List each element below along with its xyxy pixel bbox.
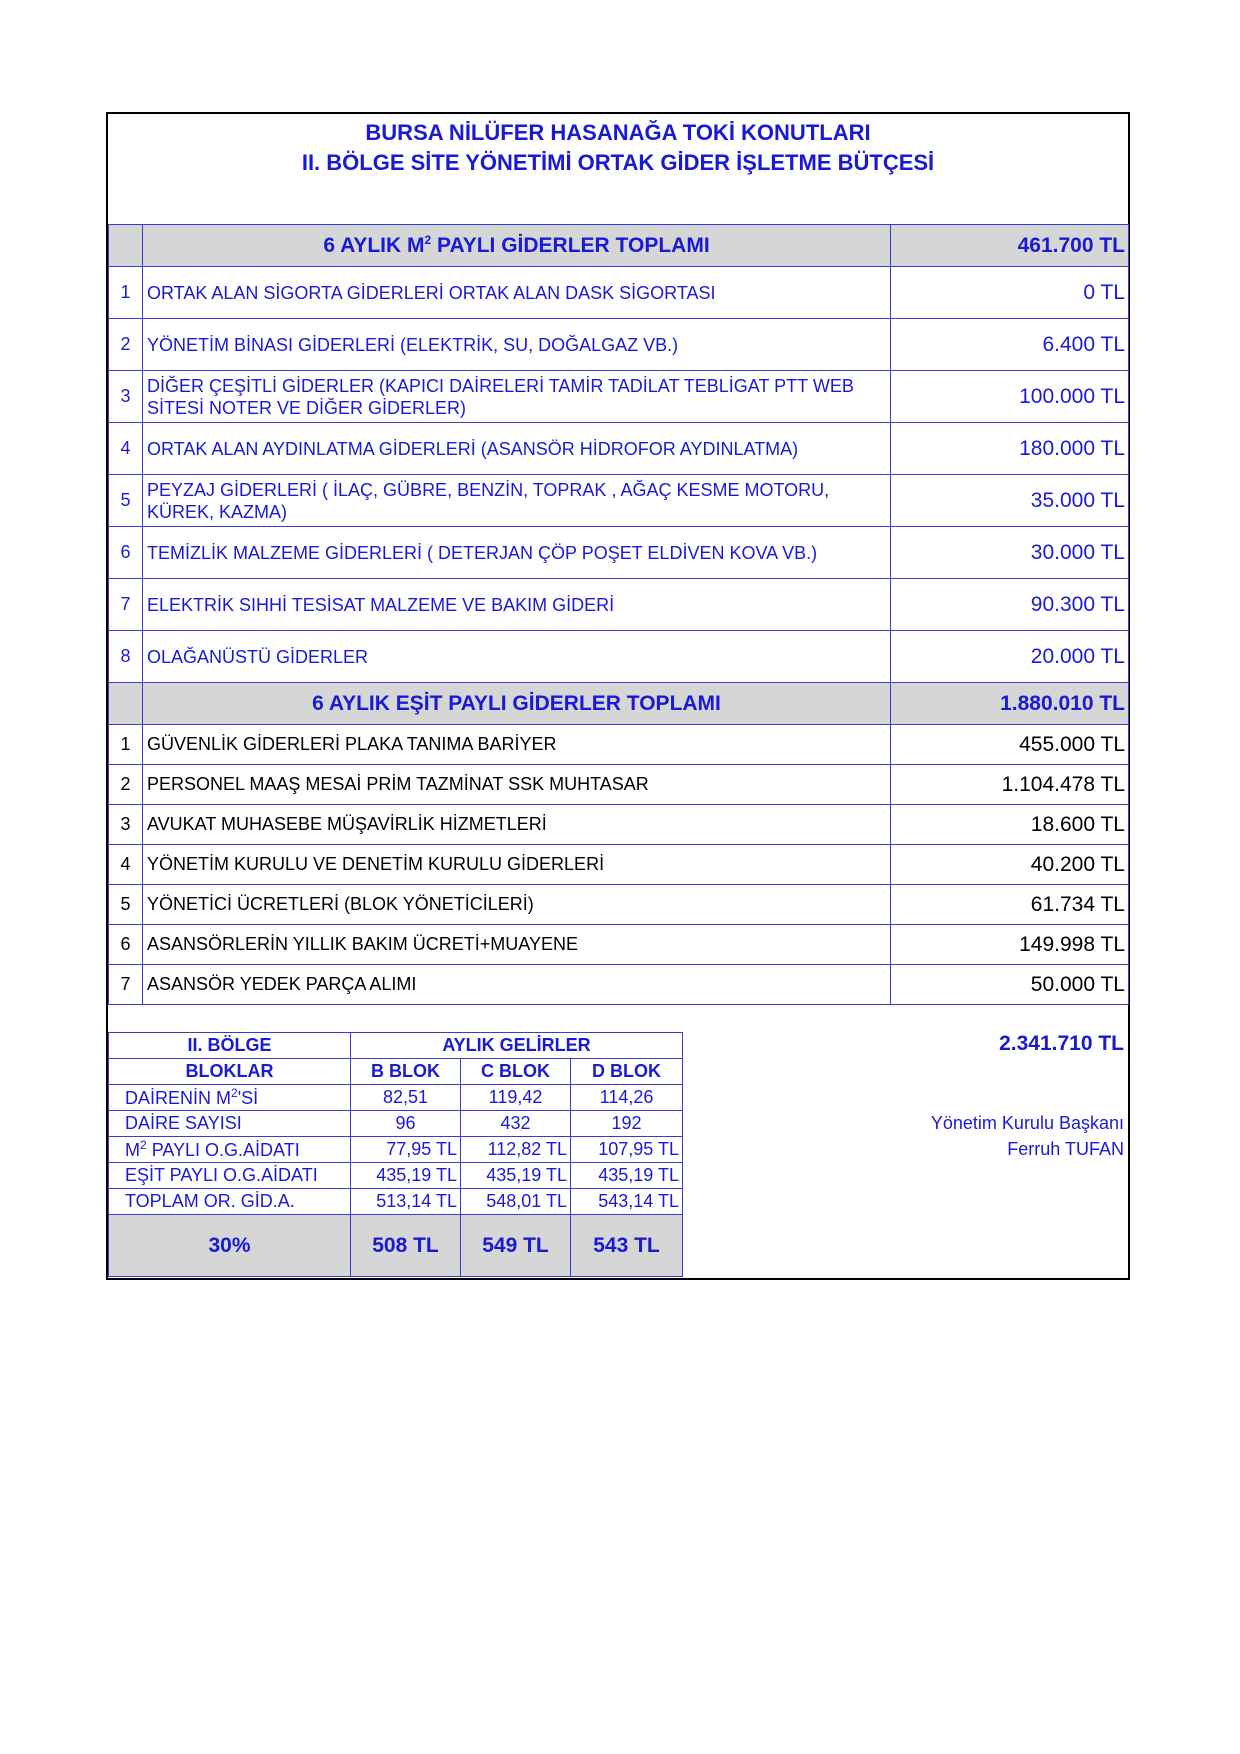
row-description: DİĞER ÇEŞİTLİ GİDERLER (KAPICI DAİRELERİ TAMİR TADİLAT TEBLİGAT PTT WEB SİTESİ NOTER VE DİĞER GİDERLER) xyxy=(143,371,891,423)
table-row xyxy=(109,885,1129,925)
table-cell: 543,14 TL xyxy=(571,1189,683,1215)
document-subtitle: II. BÖLGE SİTE YÖNETİMİ ORTAK GİDER İŞLETME BÜTÇESİ xyxy=(301,150,935,175)
m2-section-total: 461.700 TL xyxy=(891,225,1129,267)
row-amount: 30.000 TL xyxy=(891,527,1129,579)
document-title: BURSA NİLÜFER HASANAĞA TOKİ KONUTLARI xyxy=(365,120,871,145)
table-row xyxy=(109,423,1129,475)
table-row xyxy=(109,805,1129,845)
rounded-fee-cell: 549 TL xyxy=(461,1215,571,1277)
rounded-fee-cell: 508 TL xyxy=(351,1215,461,1277)
row-description: TEMİZLİK MALZEME GİDERLERİ ( DETERJAN ÇÖP POŞET ELDİVEN KOVA VB.) xyxy=(143,527,891,579)
table-cell: 435,19 TL xyxy=(571,1163,683,1189)
row-label-equal-fee: EŞİT PAYLI O.G.AİDATI xyxy=(109,1163,351,1189)
monthly-income-header: AYLIK GELİRLER xyxy=(351,1033,683,1059)
table-row xyxy=(109,725,1129,765)
table-row xyxy=(109,267,1129,319)
table-row xyxy=(109,475,1129,527)
row-description: YÖNETİM BİNASI GİDERLERİ (ELEKTRİK, SU, DOĞALGAZ VB.) xyxy=(143,319,891,371)
row-description: YÖNETİM KURULU VE DENETİM KURULU GİDERLERİ xyxy=(143,845,891,885)
row-amount: 6.400 TL xyxy=(891,319,1129,371)
row-amount: 180.000 TL xyxy=(891,423,1129,475)
row-number: 2 xyxy=(109,319,143,371)
table-row xyxy=(109,925,1129,965)
table-cell: 119,42 xyxy=(461,1085,571,1111)
row-number: 5 xyxy=(109,885,143,925)
row-amount: 40.200 TL xyxy=(891,845,1129,885)
row-number: 1 xyxy=(109,267,143,319)
signature-title: Yönetim Kurulu Başkanı xyxy=(930,1113,1124,1133)
row-description: GÜVENLİK GİDERLERİ PLAKA TANIMA BARİYER xyxy=(143,725,891,765)
row-description: ASANSÖRLERİN YILLIK BAKIM ÜCRETİ+MUAYENE xyxy=(143,925,891,965)
row-label-m2: DAİRENİN $M^2'Sİ$ xyxy=(109,1085,351,1111)
table-cell: 435,19 TL xyxy=(351,1163,461,1189)
row-description: ORTAK ALAN AYDINLATMA GİDERLERİ (ASANSÖR HİDROFOR AYDINLATMA) xyxy=(143,423,891,475)
row-number: 3 xyxy=(109,805,143,845)
row-number: 2 xyxy=(109,765,143,805)
row-number: 4 xyxy=(109,845,143,885)
row-amount: 18.600 TL xyxy=(891,805,1129,845)
row-amount: 61.734 TL xyxy=(891,885,1129,925)
table-cell: 77,95 TL xyxy=(351,1137,461,1163)
row-description: ELEKTRİK SIHHİ TESİSAT MALZEME VE BAKIM GİDERİ xyxy=(143,579,891,631)
blocks-label: BLOKLAR xyxy=(109,1059,351,1085)
row-number: 3 xyxy=(109,371,143,423)
table-cell: 112,82 TL xyxy=(461,1137,571,1163)
table-row xyxy=(109,631,1129,683)
table-row xyxy=(109,579,1129,631)
row-amount: 50.000 TL xyxy=(891,965,1129,1005)
signature-name: Ferruh TUFAN xyxy=(1007,1139,1124,1159)
row-description: AVUKAT MUHASEBE MÜŞAVİRLİK HİZMETLERİ xyxy=(143,805,891,845)
row-description: ORTAK ALAN SİGORTA GİDERLERİ ORTAK ALAN DASK SİGORTASI xyxy=(143,267,891,319)
row-number: 4 xyxy=(109,423,143,475)
row-amount: 1.104.478 TL xyxy=(891,765,1129,805)
row-description: PERSONEL MAAŞ MESAİ PRİM TAZMİNAT SSK MUHTASAR xyxy=(143,765,891,805)
rounded-fee-cell: 543 TL xyxy=(571,1215,683,1277)
table-cell: 192 xyxy=(571,1111,683,1137)
equal-section-title: 6 AYLIK EŞİT PAYLI GİDERLER TOPLAMI xyxy=(143,683,891,725)
equal-section-total: 1.880.010 TL xyxy=(891,683,1129,725)
m2-section-title: 6 AYLIK $M^2$ PAYLI GİDERLER TOPLAMI xyxy=(143,225,891,267)
row-label-total: TOPLAM OR. GİD.A. xyxy=(109,1189,351,1215)
table-row xyxy=(109,765,1129,805)
row-number: 6 xyxy=(109,925,143,965)
table-cell: 82,51 xyxy=(351,1085,461,1111)
table-row xyxy=(109,527,1129,579)
table-cell: 548,01 TL xyxy=(461,1189,571,1215)
table-cell: 432 xyxy=(461,1111,571,1137)
row-label-m2-fee: $M^2$ PAYLI O.G.AİDATI xyxy=(109,1137,351,1163)
row-amount: 0 TL xyxy=(891,267,1129,319)
percent-cell: 30% xyxy=(109,1215,351,1277)
budget-table xyxy=(108,224,1129,1005)
signature-block xyxy=(931,1110,1124,1162)
block-header: D BLOK xyxy=(571,1059,683,1085)
row-description: ASANSÖR YEDEK PARÇA ALIMI xyxy=(143,965,891,1005)
row-amount: 20.000 TL xyxy=(891,631,1129,683)
budget-sheet xyxy=(106,112,1130,1280)
row-number: 7 xyxy=(109,579,143,631)
row-description: YÖNETİCİ ÜCRETLERİ (BLOK YÖNETİCİLERİ) xyxy=(143,885,891,925)
row-amount: 149.998 TL xyxy=(891,925,1129,965)
grand-total: 2.341.710 TL xyxy=(999,1032,1124,1055)
row-number: 7 xyxy=(109,965,143,1005)
table-cell: 114,26 xyxy=(571,1085,683,1111)
row-number: 6 xyxy=(109,527,143,579)
table-cell: 96 xyxy=(351,1111,461,1137)
row-description: OLAĞANÜSTÜ GİDERLER xyxy=(143,631,891,683)
table-cell: 513,14 TL xyxy=(351,1189,461,1215)
m2-section-header xyxy=(109,225,1129,267)
row-label-count: DAİRE SAYISI xyxy=(109,1111,351,1137)
row-amount: 90.300 TL xyxy=(891,579,1129,631)
table-row xyxy=(109,371,1129,423)
row-amount: 35.000 TL xyxy=(891,475,1129,527)
row-number: 8 xyxy=(109,631,143,683)
region-label: II. BÖLGE xyxy=(109,1033,351,1059)
document-header xyxy=(108,114,1128,224)
row-description: PEYZAJ GİDERLERİ ( İLAÇ, GÜBRE, BENZİN, TOPRAK , AĞAÇ KESME MOTORU, KÜREK, KAZMA) xyxy=(143,475,891,527)
block-header: C BLOK xyxy=(461,1059,571,1085)
row-number: 1 xyxy=(109,725,143,765)
table-cell: 435,19 TL xyxy=(461,1163,571,1189)
row-amount: 455.000 TL xyxy=(891,725,1129,765)
row-number: 5 xyxy=(109,475,143,527)
table-row xyxy=(109,965,1129,1005)
table-row xyxy=(109,845,1129,885)
table-row xyxy=(109,319,1129,371)
equal-section-header xyxy=(109,683,1129,725)
row-amount: 100.000 TL xyxy=(891,371,1129,423)
block-header: B BLOK xyxy=(351,1059,461,1085)
monthly-income-table xyxy=(108,1032,683,1277)
table-cell: 107,95 TL xyxy=(571,1137,683,1163)
